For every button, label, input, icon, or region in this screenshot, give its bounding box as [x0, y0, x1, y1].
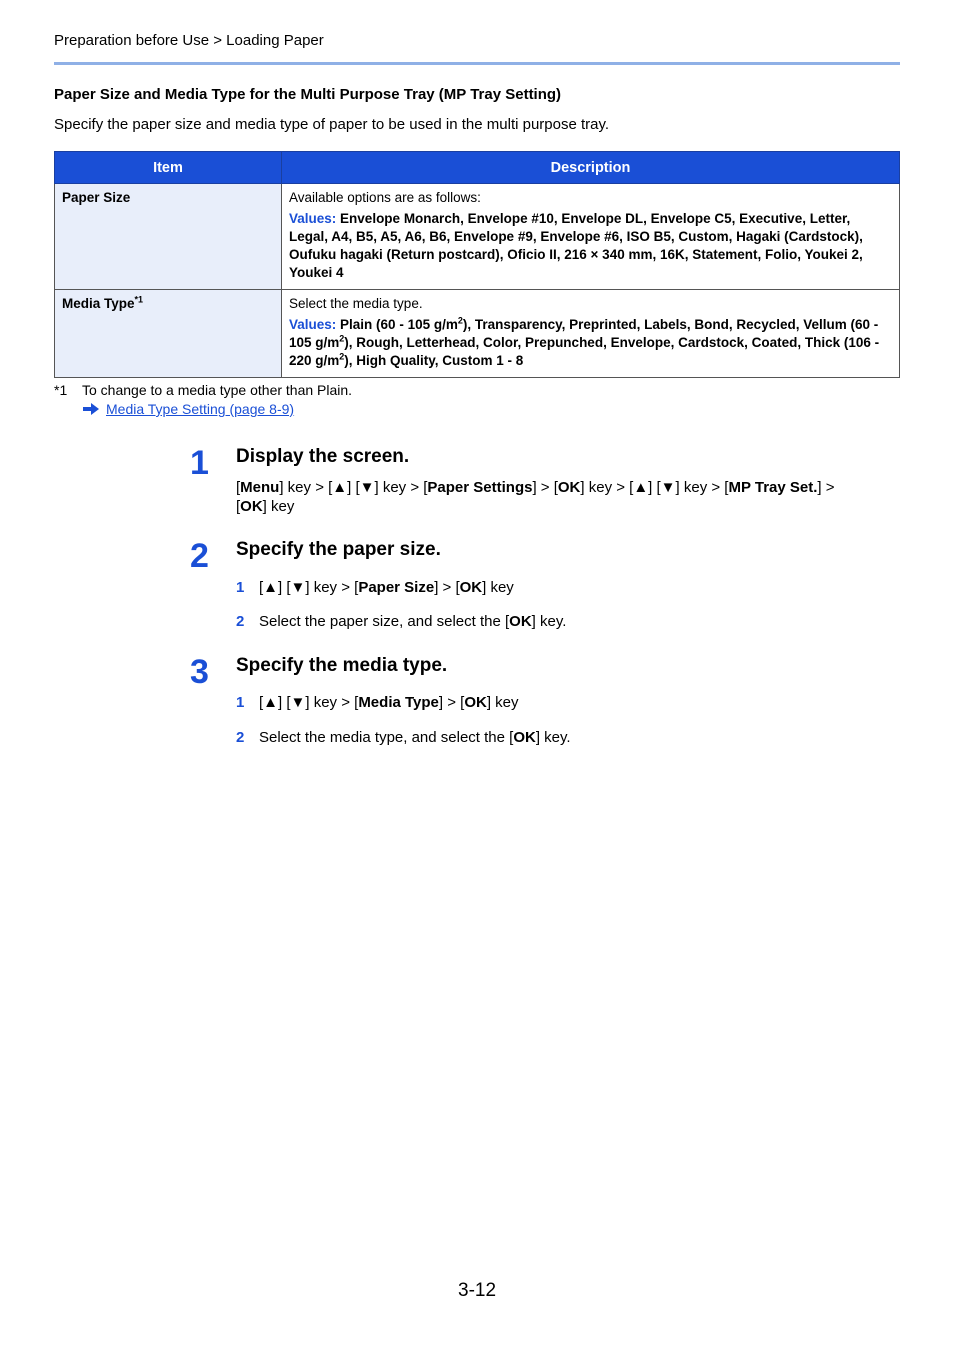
step-number: 2 — [190, 537, 209, 575]
key-name: Paper Settings — [427, 479, 533, 496]
column-header-description: Description — [282, 152, 900, 184]
key-name: Media Type — [358, 694, 439, 711]
text: ] key — [482, 579, 514, 596]
text: [ — [236, 498, 241, 515]
superscript: 2 — [339, 351, 345, 362]
column-header-item: Item — [55, 152, 282, 184]
row-description-paper-size — [282, 184, 900, 290]
footnote-text: To change to a media type other than Plain. — [82, 382, 353, 398]
step-title: Display the screen. — [236, 446, 410, 467]
text: [▲] [▼] key > [ — [259, 579, 359, 596]
values-list: Envelope Monarch, Envelope #10, Envelope DL, Envelope C5, Executive, Letter, Legal, A4, B5, A5, A6, B6, Envelope #9, Envelope #6, ISO B5, Custom, Hagaki (Cardstock), Oufuku hagaki (Return postcard), Oficio II, 216 × 340 mm, 16K, Statement, Folio, Youkei 2, Youkei 4 — [289, 211, 863, 280]
substep-text — [259, 579, 514, 596]
superscript: 2 — [457, 315, 463, 326]
substep-number: 2 — [236, 613, 245, 630]
row-description-media-type — [282, 290, 900, 378]
key-name: Paper Size — [358, 579, 435, 596]
substep-number: 1 — [236, 579, 245, 596]
values-label: Values: — [289, 211, 337, 226]
text: ] key — [486, 694, 519, 711]
step-number: 3 — [190, 653, 209, 691]
footnote-mark: *1 — [54, 382, 68, 398]
text: ] key. — [531, 613, 567, 630]
text: Select the paper size, and select the [ — [259, 613, 510, 630]
header-divider — [54, 62, 900, 65]
text: ] > [ — [434, 579, 460, 596]
footnote-ref: *1 — [134, 294, 144, 305]
text: ] key > [▲] [▼] key > [ — [279, 479, 428, 496]
key-name: OK — [459, 579, 483, 596]
key-name: Menu — [240, 479, 280, 496]
key-name: OK — [240, 498, 263, 515]
table-row — [55, 290, 900, 378]
section-intro: Specify the paper size and media type of paper to be used in the multi purpose tray. — [54, 116, 610, 133]
row-item-media-type — [55, 290, 282, 378]
values-text-part: Plain (60 - 105 g/m — [340, 317, 458, 332]
values-text-part: ), Transparency, Preprinted, Labels, Bond, Recycled, Vellum (60 - 105 g/m — [289, 317, 879, 350]
superscript: 2 — [339, 333, 345, 344]
key-name: OK — [557, 479, 581, 496]
text: ] > — [817, 479, 835, 496]
text: ] key — [262, 498, 295, 515]
description-intro: Available options are as follows: — [289, 190, 481, 205]
footnote — [54, 382, 352, 398]
text: ] > [ — [532, 479, 558, 496]
text: [▲] [▼] key > [ — [259, 694, 359, 711]
substep-text — [259, 729, 571, 746]
section-title: Paper Size and Media Type for the Multi Purpose Tray (MP Tray Setting) — [54, 86, 562, 103]
text: ] key. — [535, 729, 571, 746]
description-intro: Select the media type. — [289, 296, 423, 311]
substep-number: 2 — [236, 729, 245, 746]
arrow-right-icon — [82, 402, 100, 419]
substep-text — [259, 613, 566, 630]
key-name: MP Tray Set. — [728, 479, 818, 496]
page-number: 3-12 — [458, 1280, 497, 1301]
table-header-row — [55, 152, 900, 184]
values-line — [289, 210, 892, 282]
reference-link-row — [82, 401, 294, 419]
breadcrumb: Preparation before Use > Loading Paper — [54, 32, 324, 49]
text: ] > [ — [438, 694, 465, 711]
text: Select the media type, and select the [ — [259, 729, 514, 746]
media-type-setting-link[interactable]: Media Type Setting (page 8-9) — [106, 401, 295, 417]
step-title: Specify the paper size. — [236, 539, 441, 560]
values-list — [289, 317, 879, 368]
item-label: Media Type — [62, 296, 135, 311]
values-text-part: ), Rough, Letterhead, Color, Prepunched, Envelope, Cardstock, Coated, Thick (106 - 220 g/m — [289, 335, 880, 368]
substep-text — [259, 694, 519, 711]
step-title: Specify the media type. — [236, 655, 448, 676]
step-instruction — [236, 478, 896, 516]
table-row — [55, 184, 900, 290]
values-label: Values: — [289, 317, 337, 332]
key-name: OK — [509, 613, 532, 630]
row-item-paper-size: Paper Size — [55, 184, 282, 290]
values-text-part: ), High Quality, Custom 1 - 8 — [344, 353, 524, 368]
values-line — [289, 316, 892, 370]
step-number: 1 — [190, 444, 209, 482]
key-name: OK — [464, 694, 487, 711]
text: [ — [236, 479, 241, 496]
substep-number: 1 — [236, 694, 245, 711]
text: ] key > [▲] [▼] key > [ — [580, 479, 729, 496]
key-name: OK — [513, 729, 536, 746]
settings-table — [54, 151, 900, 378]
